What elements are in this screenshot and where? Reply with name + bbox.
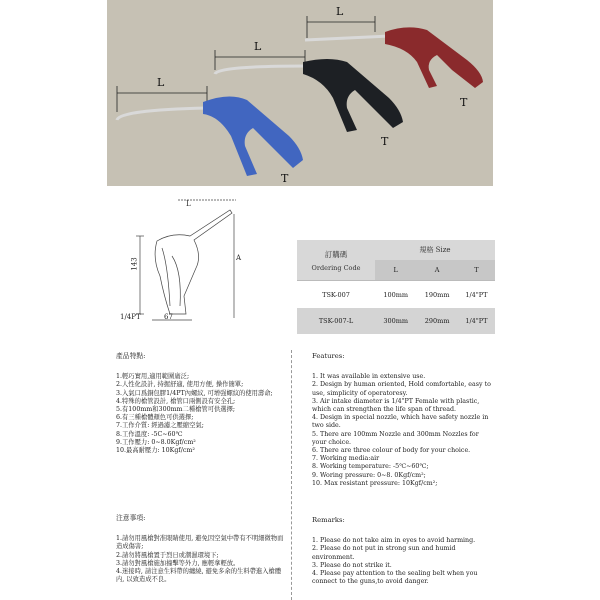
list-item: 2.人性化設計, 持握舒適, 使用方便, 操作簡單; [116,381,244,389]
list-item: 3. Please do not strike it. [312,561,392,569]
list-item: 4. Design in special nozzle, which have safety nozzle in two side. [312,414,489,430]
list-item: 8. Working temperature: -5℃~60℃; [312,463,429,471]
dimension-A: A [236,254,242,262]
tip-label-black: T [381,135,389,148]
list-item: 3.入氣口爲銅包膠1/4PT內螺紋, 可增强螺紋的使用壽命; [116,389,273,397]
ordering-code-zh: 訂購碼 [324,249,348,259]
cell-T: 1/4"PT [458,308,495,334]
air-guns-illustration [107,0,493,186]
list-item: 4.迷接時, 請注意生料帶的纏繞, 避免多余的生料帶進入槍體内, 以致造成不良。 [116,568,282,584]
dimension-67: 67 [164,313,173,321]
list-item: 2. Please do not put in strong sun and humid environment. [312,545,456,561]
table-row [297,308,495,334]
column-header-L: L [375,260,416,281]
features-en-title: Features: [312,352,345,360]
spec-table [297,240,495,334]
list-item: 3. Air intake diameter is 1/4"PT Female with plastic, which can strengthen the life span of thread. [312,397,480,414]
cell-A: 190mm [416,281,457,309]
divider [291,350,292,600]
notes-zh-title: 注意事項: [116,514,146,522]
list-item: 1. It was available in extensive use. [312,373,426,381]
dimension-label-blue: L [157,76,165,89]
list-item: 2.請勿將風槍置于烈日或潮濕環境下; [116,551,219,559]
table-row [297,281,495,309]
list-item: 2. Design by human oriented, Hold comfortable, easy to use, simplicity of operatoresy. [312,381,491,397]
list-item: 9. Woring pressure: 0~8. 0Kgf/cm²; [312,471,426,479]
product-photo [107,0,493,186]
list-item: 5.有100mm和300mm二種槍管可供選擇; [116,406,236,414]
features-en-panel [312,352,492,488]
list-item: 6.有三種槍體顏色可供選擇; [116,414,194,422]
list-item: 4. Please pay attention to the sealing belt when you connect to the guns,to avoid danger. [312,570,478,586]
list-item: 7. Working media:air [312,455,380,463]
cell-code: TSK-007-L [297,308,375,334]
tip-label-blue: T [281,172,289,185]
column-header-T: T [458,260,495,281]
dimension-L: L [186,200,191,208]
list-item: 5. There are 100mm Nozzle and 300mm Nozzles for your choice. [312,430,479,446]
list-item: 1. Please do not take aim in eyes to avoid harming. [312,537,476,545]
list-item: 3.請勿對風槍施加撞擊等外力, 應輕拿輕放。 [116,559,240,567]
notes-zh-panel [116,514,286,584]
list-item: 4.特殊的槍管設計, 槍管口兩側設有安全孔; [116,397,236,405]
list-item: 8.工作溫度: -5C~60℃ [116,430,183,438]
cell-L: 100mm [375,281,416,309]
column-header-A: A [416,260,457,281]
list-item: 9.工作壓力: 0~8.0Kgf/cm² [116,438,196,446]
list-item: 7.工作介質: 經過濾之壓縮空氣; [116,422,204,430]
dimension-label-red: L [336,5,344,18]
size-header: 規格 Size [375,240,495,260]
cell-code: TSK-007 [297,281,375,309]
list-item: 10.最高耐壓力: 10Kgf/cm² [116,447,195,455]
cell-T: 1/4"PT [458,281,495,309]
features-zh-panel [116,352,284,455]
list-item: 1.請勿用風槍對准眼睛使用, 避免因空氣中帶有不明細微物而造成傷害; [116,535,284,551]
ordering-code-en: Ordering Code [311,263,361,272]
notes-en-panel [312,516,492,586]
list-item: 10. Max resistant pressure: 10Kgf/cm²; [312,479,438,487]
ordering-code-header [297,240,375,281]
thread-label: 1/4PT [120,313,141,321]
technical-drawing [112,196,262,326]
cell-L: 300mm [375,308,416,334]
features-zh-title: 產品特點: [116,352,146,360]
dimension-143: 143 [130,257,139,271]
cell-A: 290mm [416,308,457,334]
notes-en-title: Remarks: [312,516,345,524]
dimension-label-black: L [254,40,262,53]
list-item: 6. There are three colour of body for your choice. [312,447,471,455]
tip-label-red: T [460,96,468,109]
list-item: 1.輕巧實用,適用範圍廣泛; [116,373,190,381]
blue-air-gun [117,96,303,176]
